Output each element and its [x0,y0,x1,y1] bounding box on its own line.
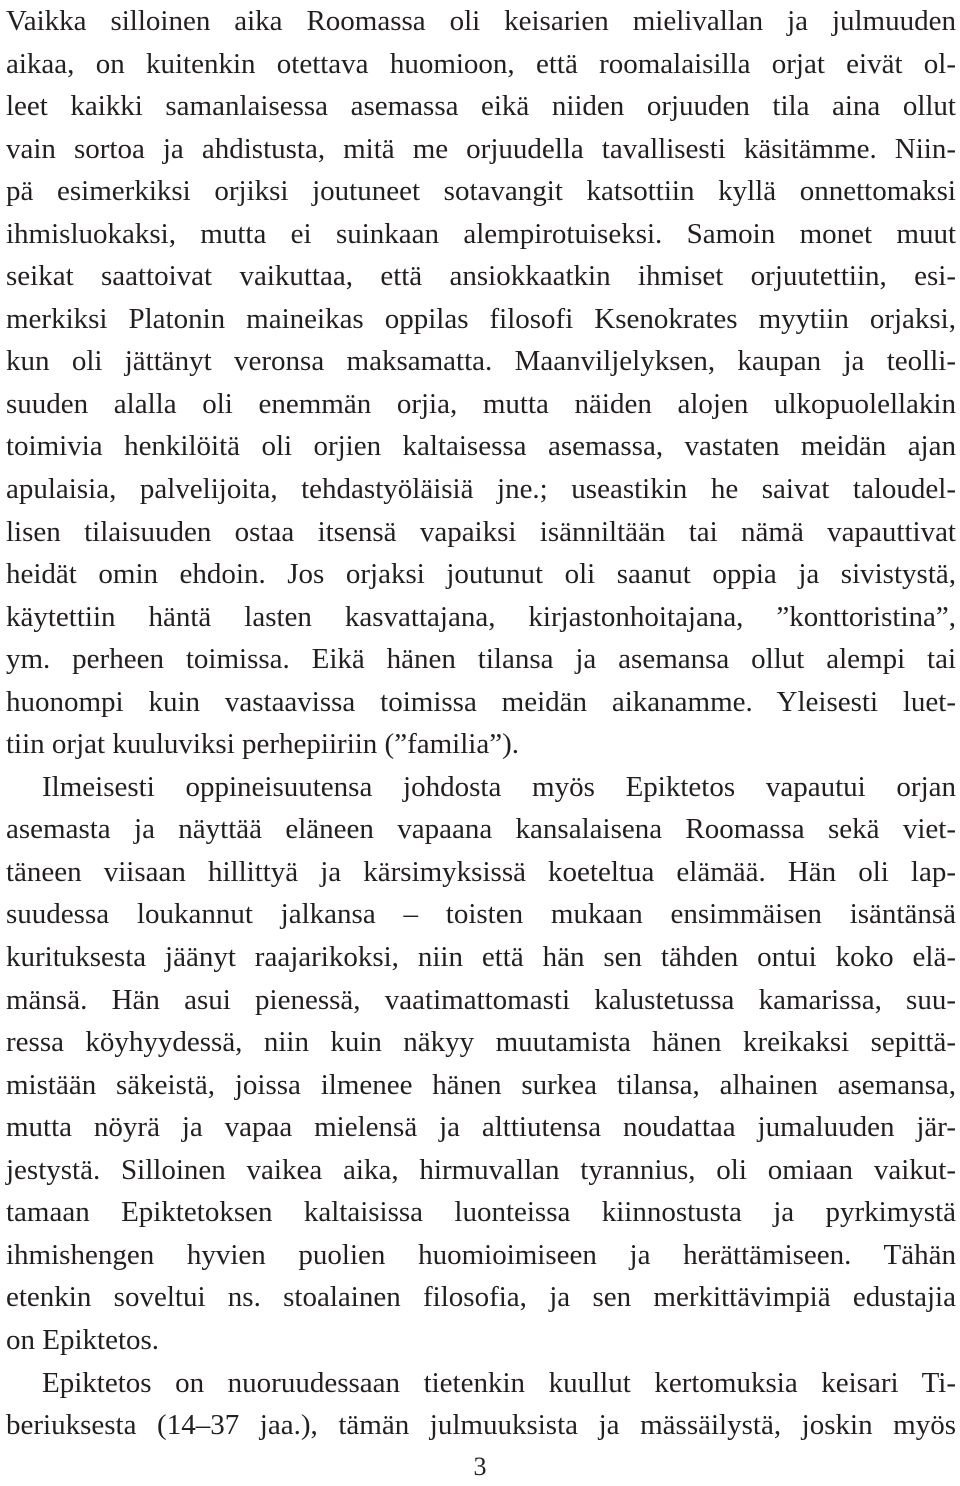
text-line: Ilmeisesti oppineisuutensa johdosta myös Epiktetos vapautui orjan [42,770,956,803]
text-line: beriuksesta (14–37 jaa.), tämän julmuuksista ja mässäilystä, joskin myös [6,1409,956,1442]
text-line: apulaisia, palvelijoita, tehdastyöläisiä jne.; useastikin he saivat taloudel- [6,473,956,506]
text-line: asemasta ja näyttää eläneen vapaana kansalaisena Roomassa sekä viet- [6,813,956,846]
text-line: mutta nöyrä ja vapaa mielensä ja alttiutensa noudattaa jumaluuden jär- [6,1111,956,1144]
paragraph-3 [6,1362,956,1447]
text-line: aikaa, on kuitenkin otettava huomioon, että roomalaisilla orjat eivät ol- [6,47,956,80]
text-line: ihmishengen hyvien puolien huomioimiseen ja herättämiseen. Tähän [6,1238,956,1271]
text-line: käytettiin häntä lasten kasvattajana, kirjastonhoitajana, ”konttoristina”, [6,600,956,633]
text-line: merkiksi Platonin maineikas oppilas filosofi Ksenokrates myytiin orjaksi, [6,302,956,335]
text-line: kun oli jättänyt veronsa maksamatta. Maanviljelyksen, kaupan ja teolli- [6,345,956,378]
text-line: mistään säkeistä, joissa ilmenee hänen surkea tilansa, alhainen asemansa, [6,1068,956,1101]
text-line: kurituksesta jäänyt raajarikoksi, niin että hän sen tähden ontui koko elä- [6,941,956,974]
text-line: Vaikka silloinen aika Roomassa oli keisarien mielivallan ja julmuuden [6,5,956,37]
paragraph-2 [6,766,956,1362]
body-text [6,0,956,1447]
text-line: tamaan Epiktetoksen kaltaisissa luonteissa kiinnostusta ja pyrkimystä [6,1196,956,1229]
text-line: lisen tilaisuuden ostaa itsensä vapaiksi isänniltään tai nämä vapauttivat [6,515,956,548]
text-line: suuden alalla oli enemmän orjia, mutta näiden alojen ulkopuolellakin [6,387,956,420]
text-line: tiin orjat kuuluviksi perhepiiriin (”familia”). [6,728,519,761]
text-line: suudessa loukannut jalkansa – toisten mukaan ensimmäisen isäntänsä [6,898,956,931]
text-line: jestystä. Silloinen vaikea aika, hirmuvallan tyrannius, oli omiaan vaikut- [6,1153,956,1186]
text-line: vain sortoa ja ahdistusta, mitä me orjuudella tavallisesti käsitämme. Niin- [6,132,956,165]
text-line: Epiktetos on nuoruudessaan tietenkin kuullut kertomuksia keisari Ti- [42,1366,956,1399]
text-line: toimivia henkilöitä oli orjien kaltaisessa asemassa, vastaten meidän ajan [6,430,956,463]
text-line: huonompi kuin vastaavissa toimissa meidän aikanamme. Yleisesti luet- [6,685,956,718]
text-line: mänsä. Hän asui pienessä, vaatimattomasti kalustetussa kamarissa, suu- [6,983,956,1016]
text-line: ym. perheen toimissa. Eikä hänen tilansa ja asemansa ollut alempi tai [6,643,956,676]
paragraph-1 [6,0,956,766]
text-line: heidät omin ehdoin. Jos orjaksi joutunut oli saanut oppia ja sivistystä, [6,558,956,591]
text-line: ressa köyhyydessä, niin kuin näkyy muutamista hänen kreikaksi sepittä- [6,1026,956,1059]
text-line: on Epiktetos. [6,1323,160,1356]
text-line: seikat saattoivat vaikuttaa, että ansiokkaatkin ihmiset orjuutettiin, esi- [6,260,956,293]
text-line: etenkin soveltui ns. stoalainen filosofia, ja sen merkittävimpiä edustajia [6,1281,956,1314]
text-line: pä esimerkiksi orjiksi joutuneet sotavangit katsottiin kyllä onnettomaksi [6,175,956,208]
text-line: ihmisluokaksi, mutta ei suinkaan alempirotuiseksi. Samoin monet muut [6,217,956,250]
text-line: leet kaikki samanlaisessa asemassa eikä niiden orjuuden tila aina ollut [6,90,956,123]
page-number: 3 [473,1452,487,1481]
text-line: täneen viisaan hillittyä ja kärsimyksissä koeteltua elämää. Hän oli lap- [6,855,956,888]
